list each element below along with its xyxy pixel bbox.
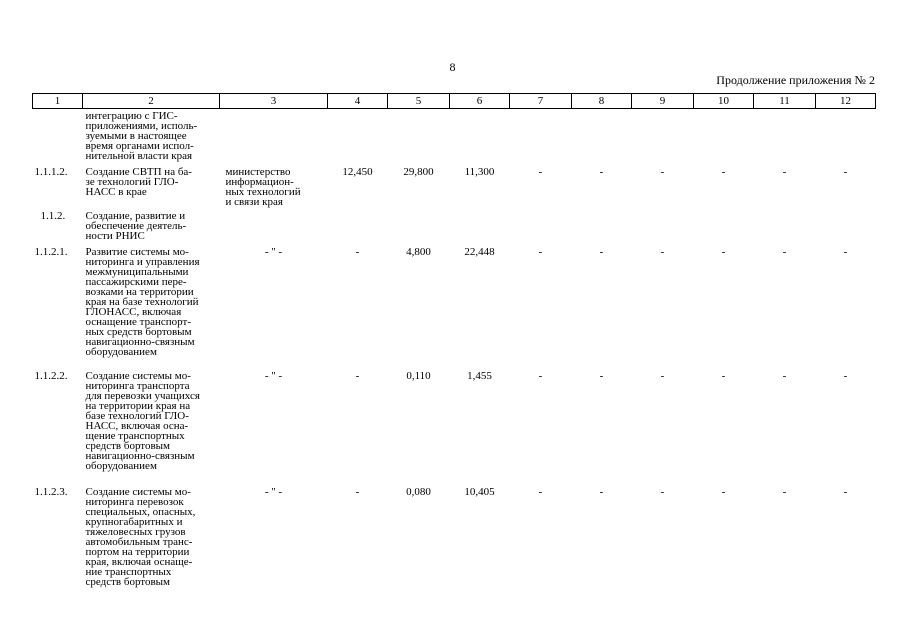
appendix-table xyxy=(32,93,876,603)
row-value-11: - xyxy=(782,166,787,178)
row-value-7 xyxy=(510,211,572,247)
row-name-line: нительной власти края xyxy=(85,150,193,162)
row-executor xyxy=(220,161,328,211)
column-header: 6 xyxy=(450,94,510,109)
table-row xyxy=(33,487,876,603)
column-header: 1 xyxy=(33,94,83,109)
row-name-line: специальных, опасных, xyxy=(85,506,196,518)
row-value-6: 11,300 xyxy=(464,166,495,178)
row-code: 1.1.2.3. xyxy=(34,486,68,498)
row-value-7 xyxy=(510,109,572,162)
row-name-line: ние транспортных xyxy=(85,566,172,578)
row-name-line: зе технологий ГЛО- xyxy=(85,176,179,188)
row-name xyxy=(83,247,220,371)
row-name-line: ности РНИС xyxy=(85,230,145,242)
row-name-line: навигационно-связным xyxy=(85,450,195,462)
row-name-line: средств бортовым xyxy=(85,440,171,452)
row-name-line: НАСС, включая осна- xyxy=(85,420,189,432)
row-value-8 xyxy=(572,109,632,162)
row-value-5: 0,110 xyxy=(406,370,431,382)
row-value-5: 29,800 xyxy=(403,166,434,178)
row-value-5 xyxy=(388,109,450,162)
row-name xyxy=(83,487,220,603)
table-row xyxy=(33,109,876,162)
row-name-line: автомобильным транс- xyxy=(85,536,193,548)
row-value-12: - xyxy=(843,166,848,178)
row-executor-line: ных технологий xyxy=(225,186,301,198)
row-value-12: - xyxy=(843,486,848,498)
row-name xyxy=(83,371,220,487)
row-value-9: - xyxy=(660,486,665,498)
row-name xyxy=(83,109,220,162)
row-name-line: щение транспортных xyxy=(85,430,185,442)
row-name-line: Создание системы мо- xyxy=(85,486,191,498)
row-value-5 xyxy=(388,211,450,247)
row-value-9 xyxy=(632,109,694,162)
row-value-7: - xyxy=(538,246,543,258)
row-value-7: - xyxy=(538,370,543,382)
row-name-line: возками на территории xyxy=(85,286,194,298)
row-executor-line: информацион- xyxy=(225,176,294,188)
row-code: 1.1.2. xyxy=(40,210,66,222)
row-executor-line: - " - xyxy=(264,370,283,382)
row-value-6: 1,455 xyxy=(467,370,492,382)
column-header: 2 xyxy=(83,94,220,109)
row-name-line: на территории края на xyxy=(85,400,191,412)
row-value-9: - xyxy=(660,370,665,382)
row-value-10: - xyxy=(721,166,726,178)
row-value-4: - xyxy=(355,246,360,258)
row-name-line: ных средств бортовым xyxy=(85,326,192,338)
row-name-line: НАСС в крае xyxy=(85,186,147,198)
row-name-line: ГЛОНАСС, включая xyxy=(85,306,182,318)
column-header: 9 xyxy=(632,94,694,109)
table-row xyxy=(33,211,876,247)
row-value-4: - xyxy=(355,370,360,382)
row-value-5: 0,080 xyxy=(406,486,431,498)
row-name-line: Создание, развитие и xyxy=(85,210,186,222)
row-code xyxy=(33,109,83,162)
row-value-12: - xyxy=(843,246,848,258)
column-header: 4 xyxy=(328,94,388,109)
row-executor xyxy=(220,371,328,487)
column-header: 7 xyxy=(510,94,572,109)
column-header: 11 xyxy=(754,94,816,109)
row-executor xyxy=(220,211,328,247)
row-name-line: Создание СВТП на ба- xyxy=(85,166,192,178)
row-value-11 xyxy=(754,109,816,162)
row-value-9: - xyxy=(660,246,665,258)
row-value-6 xyxy=(450,109,510,162)
row-name xyxy=(83,161,220,211)
row-name-line: приложениями, исполь- xyxy=(85,120,198,132)
row-value-4: - xyxy=(355,486,360,498)
row-name xyxy=(83,211,220,247)
row-name-line: время органами испол- xyxy=(85,140,194,152)
row-value-11 xyxy=(754,211,816,247)
row-value-9: - xyxy=(660,166,665,178)
row-value-10 xyxy=(694,211,754,247)
row-value-11: - xyxy=(782,246,787,258)
row-value-6: 22,448 xyxy=(464,246,495,258)
row-name-line: портом на территории xyxy=(85,546,190,558)
row-name-line: оборудованием xyxy=(85,346,157,358)
row-value-4 xyxy=(328,211,388,247)
row-value-11: - xyxy=(782,370,787,382)
header-row xyxy=(33,94,876,109)
row-value-6: 10,405 xyxy=(464,486,495,498)
row-value-8 xyxy=(572,211,632,247)
row-name-line: Создание системы мо- xyxy=(85,370,191,382)
row-code: 1.1.2.2. xyxy=(34,370,68,382)
row-name-line: ниторинга перевозок xyxy=(85,496,184,508)
row-name-line: пассажирскими пере- xyxy=(85,276,187,288)
row-value-10: - xyxy=(721,246,726,258)
row-name-line: зуемыми в настоящее xyxy=(85,130,187,142)
row-name-line: оборудованием xyxy=(85,460,157,472)
row-value-8: - xyxy=(599,166,604,178)
row-name-line: средств бортовым xyxy=(85,576,171,588)
row-value-6 xyxy=(450,211,510,247)
row-name-line: межмуниципальными xyxy=(85,266,189,278)
table-body xyxy=(33,109,876,604)
row-executor-line: и связи края xyxy=(225,196,283,208)
row-name-line: базе технологий ГЛО- xyxy=(85,410,189,422)
column-header: 5 xyxy=(388,94,450,109)
row-value-4 xyxy=(328,109,388,162)
row-value-4: 12,450 xyxy=(342,166,373,178)
row-name-line: края, включая оснаще- xyxy=(85,556,193,568)
row-name-line: ниторинга транспорта xyxy=(85,380,190,392)
row-value-12 xyxy=(816,109,876,162)
row-name-line: оснащение транспорт- xyxy=(85,316,191,328)
row-executor xyxy=(220,487,328,603)
row-value-7: - xyxy=(538,486,543,498)
row-name-line: крупногабаритных и xyxy=(85,516,183,528)
row-name-line: обеспечение деятель- xyxy=(85,220,187,232)
row-value-11: - xyxy=(782,486,787,498)
row-value-9 xyxy=(632,211,694,247)
continuation-note: Продолжение приложения № 2 xyxy=(716,73,875,87)
row-value-8: - xyxy=(599,370,604,382)
row-name-line: интеграцию с ГИС- xyxy=(85,110,178,122)
row-value-12: - xyxy=(843,370,848,382)
row-value-5: 4,800 xyxy=(406,246,431,258)
row-executor xyxy=(220,247,328,371)
column-header: 3 xyxy=(220,94,328,109)
row-value-8: - xyxy=(599,246,604,258)
row-value-12 xyxy=(816,211,876,247)
row-value-10 xyxy=(694,109,754,162)
column-header: 12 xyxy=(816,94,876,109)
table-row xyxy=(33,161,876,211)
row-executor-line: - " - xyxy=(264,486,283,498)
row-code: 1.1.1.2. xyxy=(34,166,68,178)
row-executor-line: министерство xyxy=(225,166,291,178)
row-name-line: края на базе технологий xyxy=(85,296,199,308)
row-name-line: Развитие системы мо- xyxy=(85,246,189,258)
row-value-10: - xyxy=(721,370,726,382)
row-name-line: навигационно-связным xyxy=(85,336,195,348)
row-name-line: ниторинга и управления xyxy=(85,256,200,268)
row-code: 1.1.2.1. xyxy=(34,246,68,258)
row-name-line: для перевозки учащихся xyxy=(85,390,200,402)
page-number: 8 xyxy=(449,60,456,74)
row-executor xyxy=(220,109,328,162)
row-value-8: - xyxy=(599,486,604,498)
row-executor-line: - " - xyxy=(264,246,283,258)
table-row xyxy=(33,371,876,487)
row-value-10: - xyxy=(721,486,726,498)
row-name-line: тяжеловесных грузов xyxy=(85,526,186,538)
table-row xyxy=(33,247,876,371)
row-value-7: - xyxy=(538,166,543,178)
column-header: 8 xyxy=(572,94,632,109)
column-header: 10 xyxy=(694,94,754,109)
